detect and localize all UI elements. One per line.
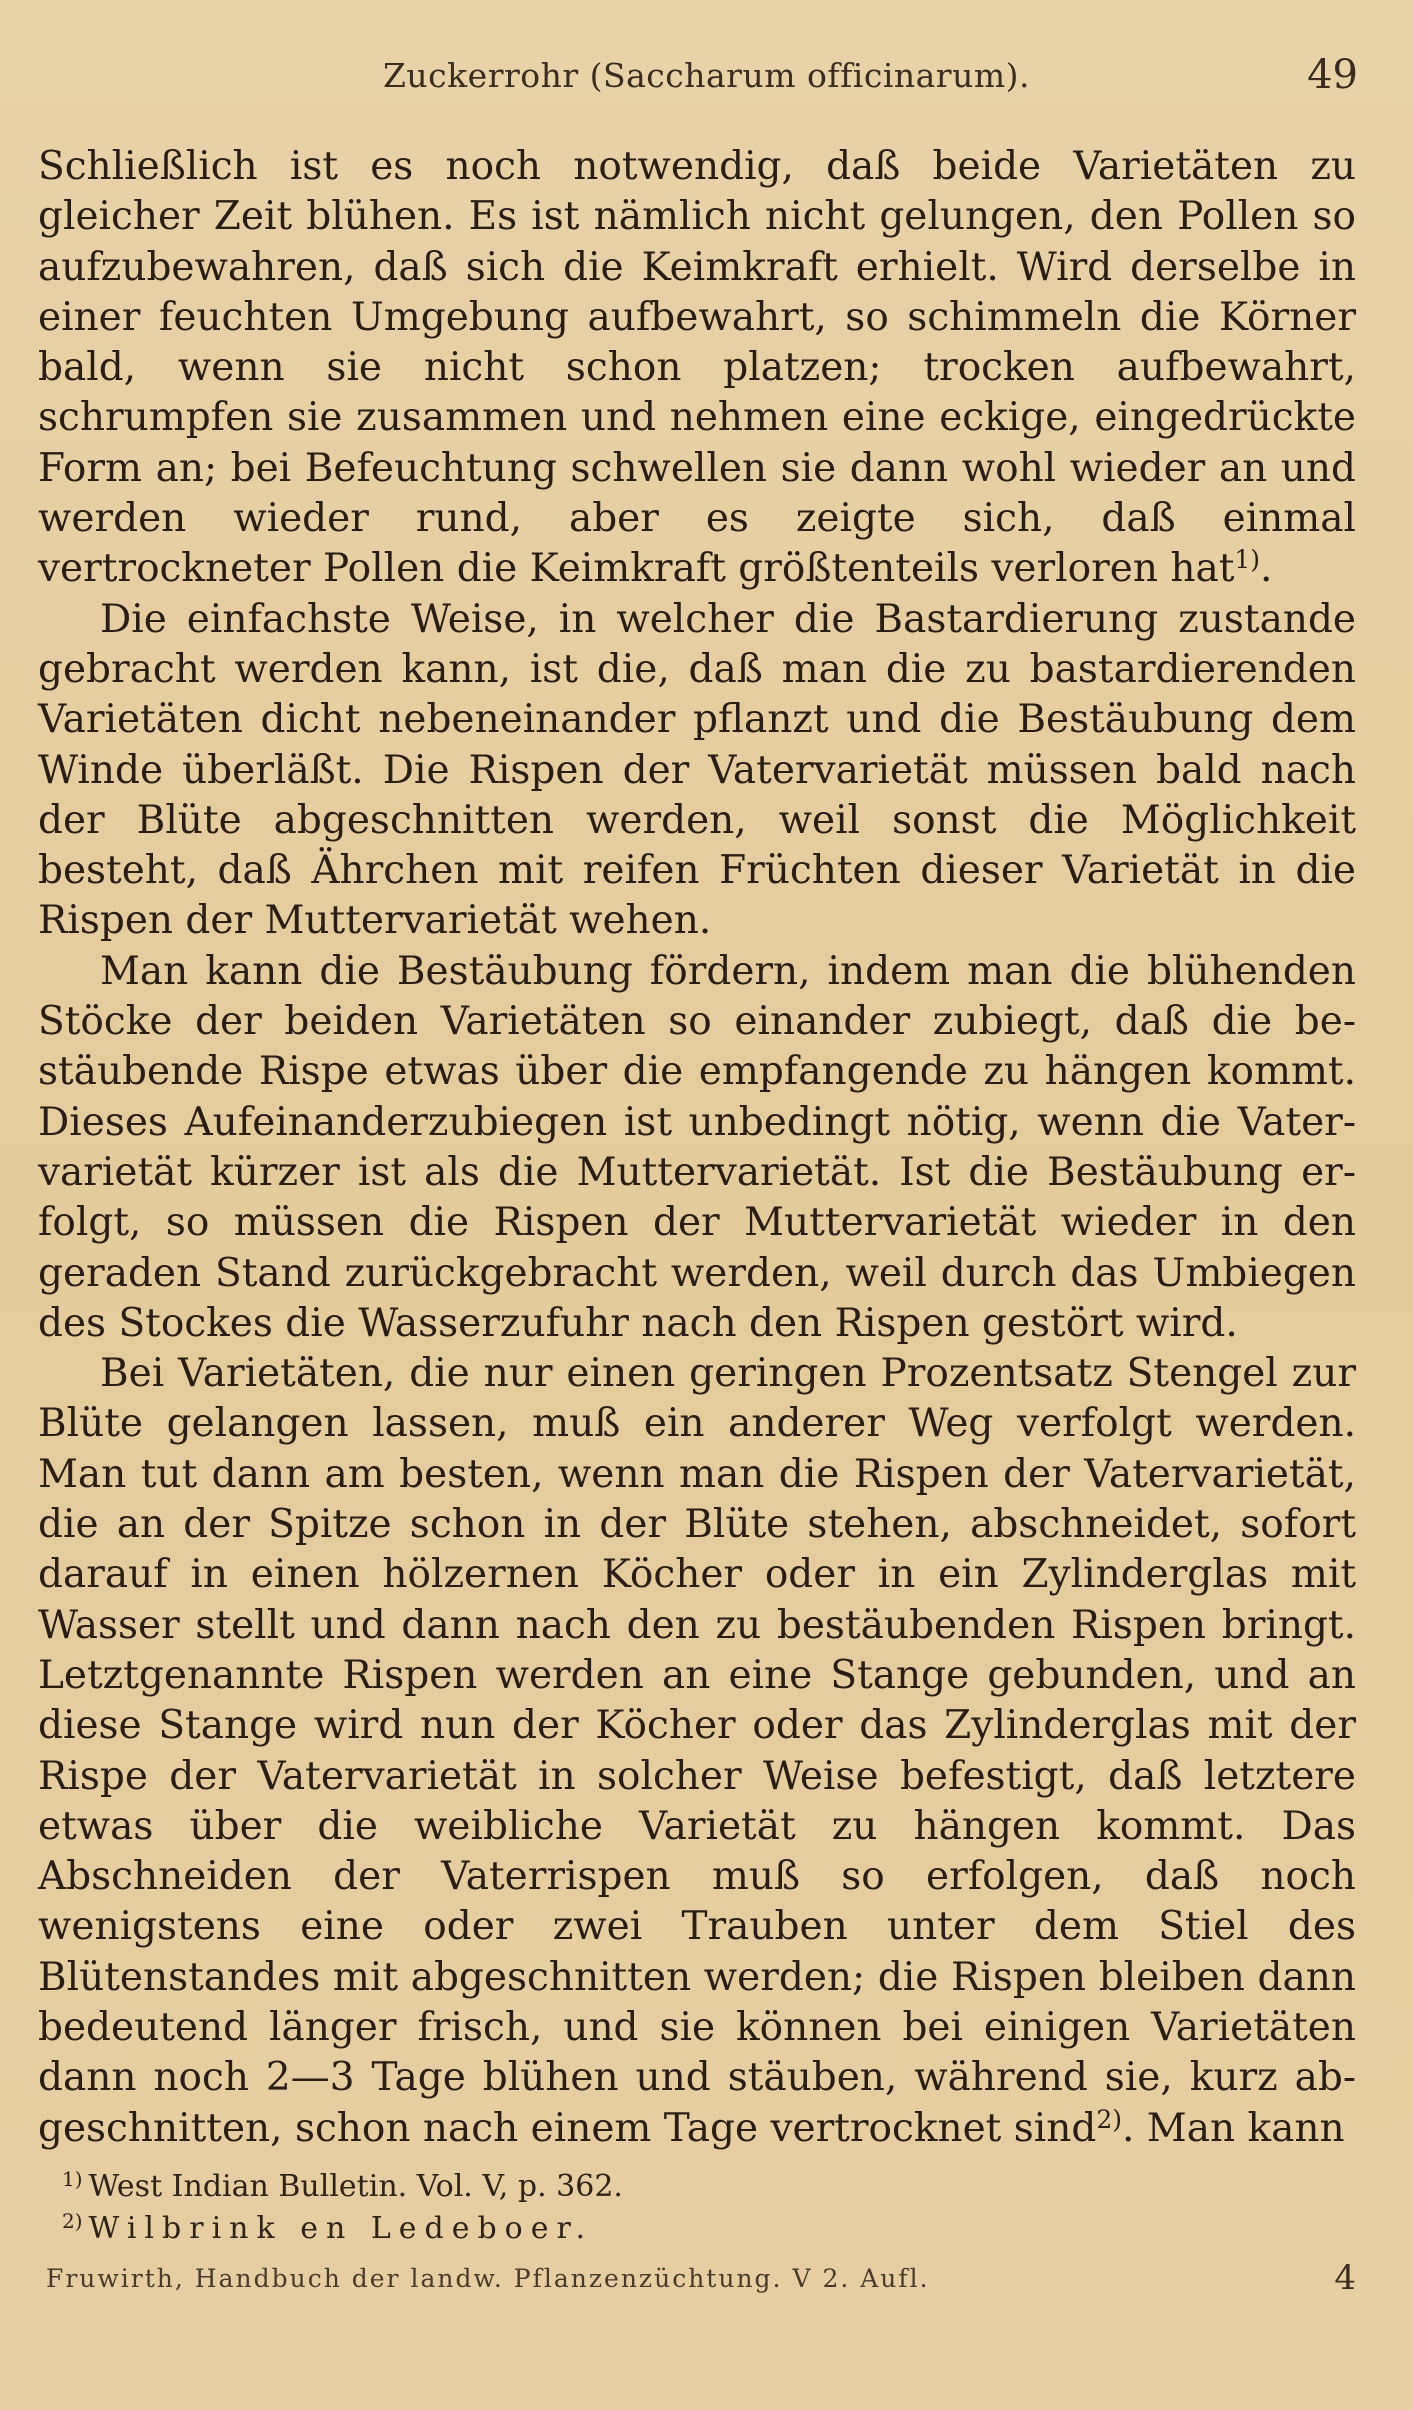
footnote-2-text: Wilbrink en Ledeboer. (88, 2211, 594, 2246)
paragraph-1-text: Schließlich ist es noch notwendig, daß beide Varietäten zu gleicher Zeit blühen. Es ist nämlich nicht gelungen, den Pollen so aufzubewahren, daß sich die Keimkraft erhielt. Wird derselbe in einer feuchten Umgebung aufbewahrt, so schimmeln die Körner bald, wenn sie nicht schon platzen; trocken aufbewahrt, schrumpfen sie zusammen und nehmen eine eckige, eingedrückte Form an; bei Befeuchtung schwellen sie dann wohl wieder an und werden wieder rund, aber es zeigte sich, daß einmal vertrockneter Pollen die Keimkraft größtenteils verloren hat (38, 144, 1356, 592)
paragraph-4-text: Bei Varietäten, die nur einen geringen Prozentsatz Stengel zur Blüte gelangen lassen, muß ein anderer Weg verfolgt werden. Man tut dann am besten, wenn man die Rispen der Vatervarietät, die an der Spitze schon in der Blüte stehen, abschneidet, sofort darauf in einen hölzernen Köcher oder in ein Zylinderglas mit Wasser stellt und dann nach den zu bestäubenden Rispen bringt. Letztgenannte Rispen werden an eine Stange gebunden, und an diese Stange wird nun der Köcher oder das Zylinderglas mit der Rispe der Vatervarietät in solcher Weise befestigt, daß letztere etwas über die weibliche Varietät zu hängen kommt. Das Abschneiden der Vaterrispen muß so erfolgen, daß noch wenigstens eine oder zwei Trauben unter dem Stiel des Blütenstandes mit abgeschnitten werden; die Rispen bleiben dann bedeutend länger frisch, und sie können bei einigen Varietäten dann noch 2—3 Tage blühen und stäuben, während sie, kurz abgeschnitten, schon nach einem Tage vertrocknet sind (38, 1351, 1356, 2151)
paragraph-4 (38, 1349, 1356, 2154)
running-title: Zuckerrohr (Saccharum officinarum). (383, 56, 1030, 95)
imprint-line (46, 2258, 1366, 2304)
footnote-ref-2: 2) (1096, 2104, 1122, 2134)
running-head (0, 52, 1413, 102)
footnote-2 (62, 2208, 1262, 2250)
footnote-1-text: West Indian Bulletin. Vol. V, p. 362. (88, 2169, 623, 2204)
footnotes (62, 2166, 1262, 2250)
footnote-1 (62, 2166, 1262, 2208)
paragraph-1-tail: . (1260, 546, 1273, 592)
imprint-credit: Fruwirth, Handbuch der landw. Pflanzenzüchtung. V 2. Aufl. (46, 2264, 930, 2293)
paragraph-3 (38, 947, 1356, 1349)
paragraph-1 (38, 142, 1356, 595)
footnote-2-mark: 2) (62, 2209, 83, 2233)
footnote-1-mark: 1) (62, 2167, 83, 2191)
page-number: 49 (1307, 52, 1358, 98)
paragraph-4-tail: . Man kann (1122, 2105, 1345, 2151)
footnote-ref-1: 1) (1234, 545, 1261, 575)
sheet-signature: 4 (1334, 2258, 1356, 2298)
paragraph-2-text: Die einfachste Weise, in welcher die Bastardierung zustande gebracht werden kann, ist die, daß man die zu bastardierenden Varietäten dicht nebeneinander pflanzt und die Bestäubung dem Winde überläßt. Die Rispen der Vatervarietät müssen bald nach der Blüte abgeschnitten werden, weil sonst die Möglichkeit besteht, daß Ährchen mit reifen Früchten dieser Varietät in die Rispen der Muttervarietät wehen. (38, 596, 1356, 944)
body-text (38, 142, 1356, 2154)
paragraph-2 (38, 595, 1356, 947)
paragraph-3-text: Man kann die Bestäubung fördern, indem man die blühenden Stöcke der beiden Varietäten so einander zubiegt, daß die bestäubende Rispe etwas über die empfangende zu hängen kommt. Dieses Aufeinanderzubiegen ist unbedingt nötig, wenn die Vatervarietät kürzer ist als die Muttervarietät. Ist die Bestäubung erfolgt, so müssen die Rispen der Muttervarietät wieder in den geraden Stand zurückgebracht werden, weil durch das Umbiegen des Stockes die Wasserzufuhr nach den Rispen gestört wird. (38, 948, 1356, 1346)
